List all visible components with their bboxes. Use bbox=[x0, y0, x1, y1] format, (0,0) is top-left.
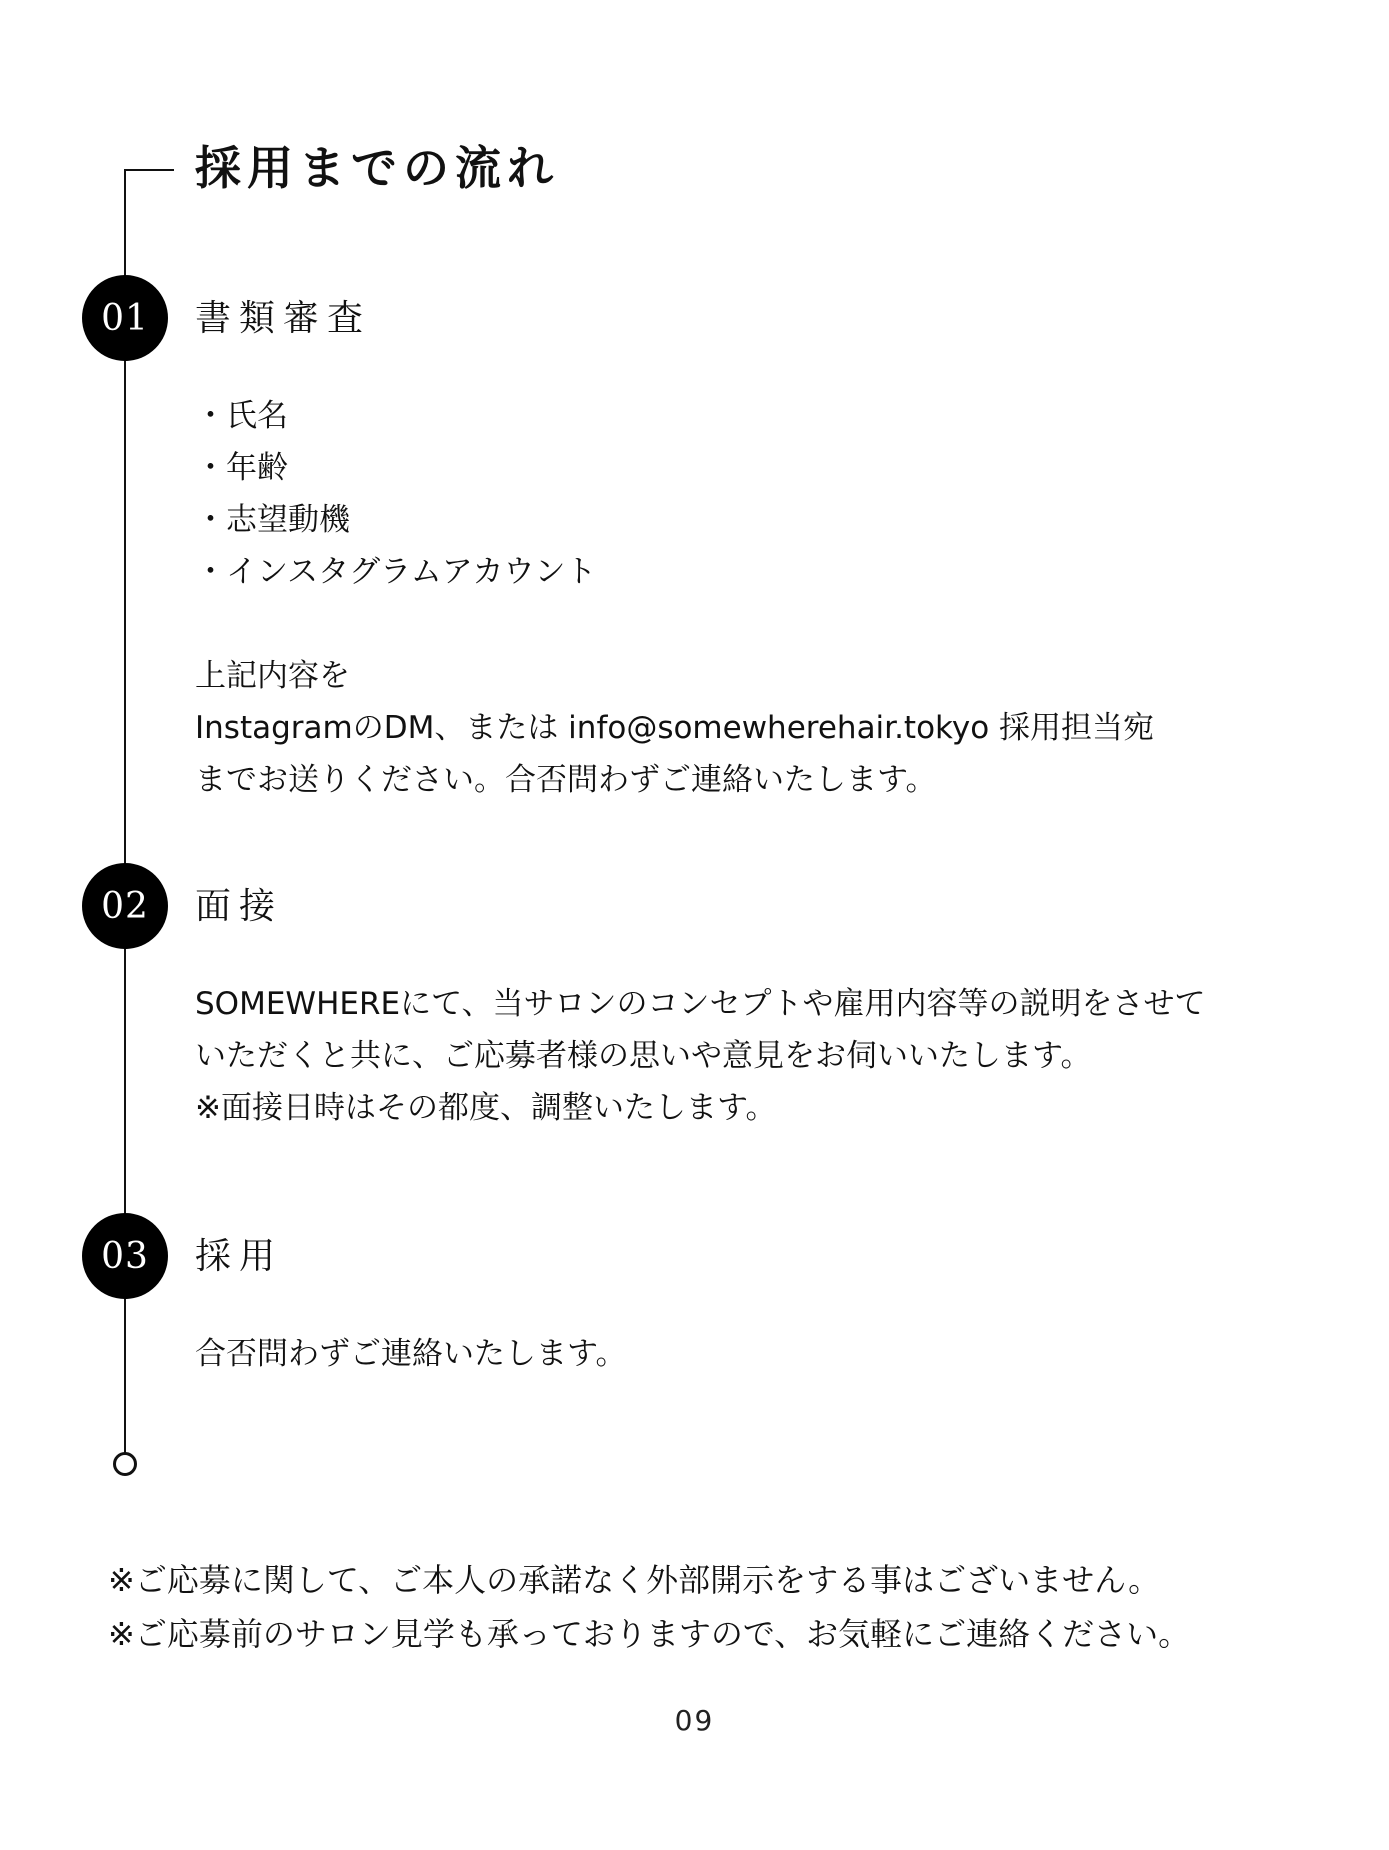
body-line: 合否問わずご連絡いたします。 bbox=[195, 1336, 627, 1372]
bullet-item: ・年齢 bbox=[195, 450, 288, 486]
step-01-body bbox=[195, 650, 1154, 806]
body-line: までお送りください。合否問わずご連絡いたします。 bbox=[195, 762, 937, 798]
step-number-03: 03 bbox=[82, 1213, 168, 1299]
step-number-01: 01 bbox=[82, 275, 168, 361]
step-heading-interview: 面接 bbox=[195, 886, 284, 927]
note-line: ※ご応募前のサロン見学も承っておりますので、お気軽にご連絡ください。 bbox=[108, 1615, 1191, 1653]
page-title: 採用までの流れ bbox=[195, 141, 559, 195]
body-line: 上記内容を bbox=[195, 658, 350, 694]
step-01-bullet-list bbox=[195, 390, 596, 598]
page-number: 09 bbox=[674, 1704, 715, 1737]
step-number-02: 02 bbox=[82, 863, 168, 949]
step-heading-document-screening: 書類審査 bbox=[195, 298, 372, 339]
step-03-body bbox=[195, 1328, 627, 1380]
timeline-header-tick bbox=[124, 169, 174, 171]
step-02-body bbox=[195, 978, 1205, 1134]
body-line: InstagramのDM、または info@somewherehair.tokyo 採用担当宛 bbox=[195, 710, 1155, 746]
bullet-item: ・インスタグラムアカウント bbox=[195, 554, 597, 590]
body-line: いただくと共に、ご応募者様の思いや意見をお伺いいたします。 bbox=[195, 1038, 1092, 1074]
step-heading-hiring: 採用 bbox=[195, 1236, 284, 1277]
body-line: ※面接日時はその都度、調整いたします。 bbox=[195, 1090, 777, 1126]
timeline-end-dot bbox=[113, 1452, 137, 1476]
bullet-item: ・氏名 bbox=[195, 398, 288, 434]
note-line: ※ご応募に関して、ご本人の承諾なく外部開示をする事はございません。 bbox=[108, 1561, 1161, 1599]
footer-notes bbox=[108, 1553, 1190, 1661]
body-line: SOMEWHEREにて、当サロンのコンセプトや雇用内容等の説明をさせて bbox=[195, 986, 1206, 1022]
bullet-item: ・志望動機 bbox=[195, 502, 350, 538]
